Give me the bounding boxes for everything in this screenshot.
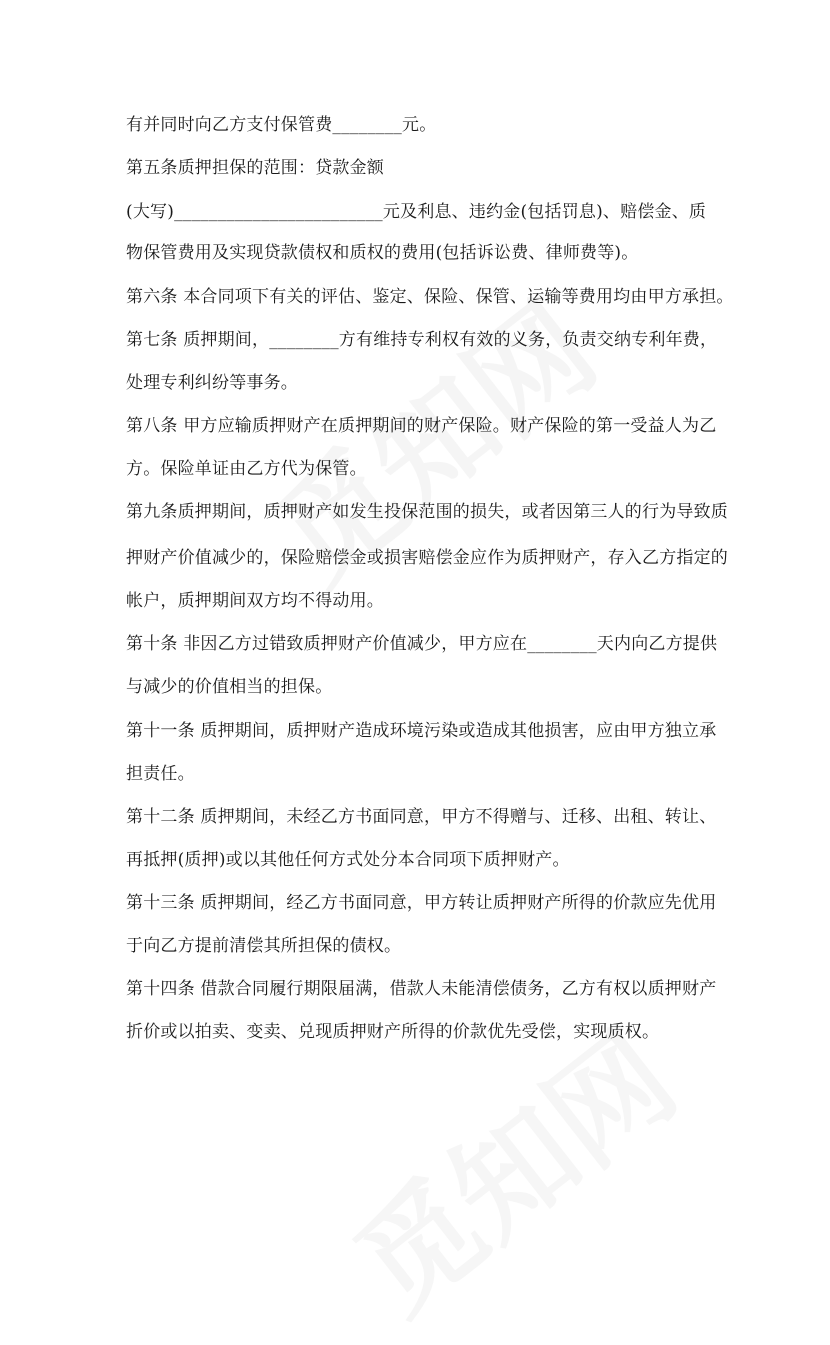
text-line: 物保管费用及实现贷款债权和质权的费用(包括诉讼费、律师费等)。 (126, 243, 639, 263)
text-line: 处理专利纠纷等事务。 (126, 373, 298, 393)
text-line: 押财产价值减少的，保险赔偿金或损害赔偿金应作为质押财产，存入乙方指定的 (126, 548, 728, 568)
text-line: 第十一条 质押期间，质押财产造成环境污染或造成其他损害，应由甲方独立承 (126, 721, 717, 741)
text-line: 与减少的价值相当的担保。 (126, 677, 333, 697)
text-line: 帐户，质押期间双方均不得动用。 (126, 591, 384, 611)
text-line: 第七条 质押期间，________方有维持专利权有效的义务，负责交纳专利年费， (126, 330, 718, 350)
text-line: 担责任。 (126, 764, 195, 784)
text-line: 第九条质押期间，质押财产如发生投保范围的损失，或者因第三人的行为导致质 (126, 502, 728, 522)
text-line: 再抵押(质押)或以其他任何方式处分本合同项下质押财产。 (126, 850, 570, 870)
text-line: (大写)________________________元及利息、违约金(包括罚息)、赔偿金、质 (126, 202, 707, 222)
text-line: 第十二条 质押期间，未经乙方书面同意，甲方不得赠与、迁移、出租、转让、 (126, 807, 717, 827)
text-line: 第十四条 借款合同履行期限届满，借款人未能清偿债务，乙方有权以质押财产 (126, 979, 717, 999)
text-line: 于向乙方提前清偿其所担保的债权。 (126, 936, 402, 956)
text-line: 第八条 甲方应输质押财产在质押期间的财产保险。财产保险的第一受益人为乙 (126, 416, 717, 436)
text-line: 第五条质押担保的范围：贷款金额 (126, 158, 384, 178)
text-line: 折价或以拍卖、变卖、兑现质押财产所得的价款优先受偿，实现质权。 (126, 1022, 660, 1042)
text-line: 第六条 本合同项下有关的评估、鉴定、保险、保管、运输等费用均由甲方承担。 (126, 287, 734, 307)
text-line: 第十三条 质押期间，经乙方书面同意，甲方转让质押财产所得的价款应先优用 (126, 893, 717, 913)
text-line: 方。保险单证由乙方代为保管。 (126, 459, 367, 479)
text-line: 第十条 非因乙方过错致质押财产价值减少，甲方应在________天内向乙方提供 (126, 634, 718, 654)
text-line: 有并同时向乙方支付保管费________元。 (126, 115, 437, 135)
